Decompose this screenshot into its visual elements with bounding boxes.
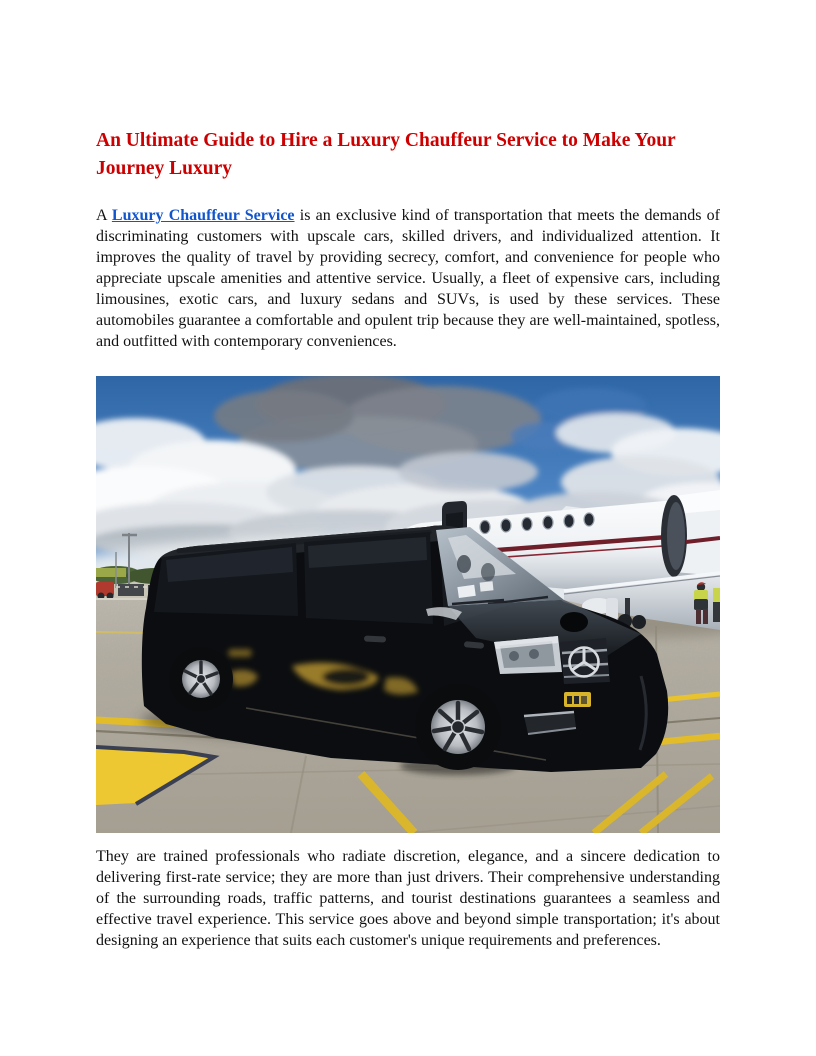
license-plate [564,692,591,707]
closing-paragraph: They are trained professionals who radiate discretion, elegance, and a sincere dedication to delivering first-rate service; they are more than just drivers. Their comprehensive understanding of the surrounding roads, traffic patterns, and tourist destinations guarantees a seamless and effective travel experience. This service goes above and beyond simple transportation; it's about designing an experience that suits each customer's unique requirements and preferences. [96,848,720,949]
van-mirror [560,612,588,632]
intro-paragraph [96,205,720,352]
paragraph-text: A [96,207,112,224]
airport-scene-illustration [96,376,720,833]
front-wheel [415,684,501,770]
hero-photo [96,376,720,833]
jet-engine [661,490,720,580]
page-title: An Ultimate Guide to Hire a Luxury Chauffeur Service to Make Your Journey Luxury [96,130,676,179]
ground-crew-person-2 [713,588,720,622]
luxury-chauffeur-service-link[interactable]: Luxury Chauffeur Service [111,207,295,224]
door-handle [364,635,386,642]
rear-wheel [169,647,233,711]
paragraph-text: is an exclusive kind of transportation that meets the demands of discriminating customers with upscale cars, skilled drivers, and individualized attention. It improves the quality of travel by providing secrecy, comfort, and convenience for people who appreciate upscale amenities and attentive service. Usually, a fleet of expensive cars, including limousines, exotic cars, and luxury sedans and SUVs, is used by these services. These automobiles guarantee a comfortable and opulent trip because they are well-maintained, spotless, and outfitted with contemporary conveniences. [96,207,720,350]
